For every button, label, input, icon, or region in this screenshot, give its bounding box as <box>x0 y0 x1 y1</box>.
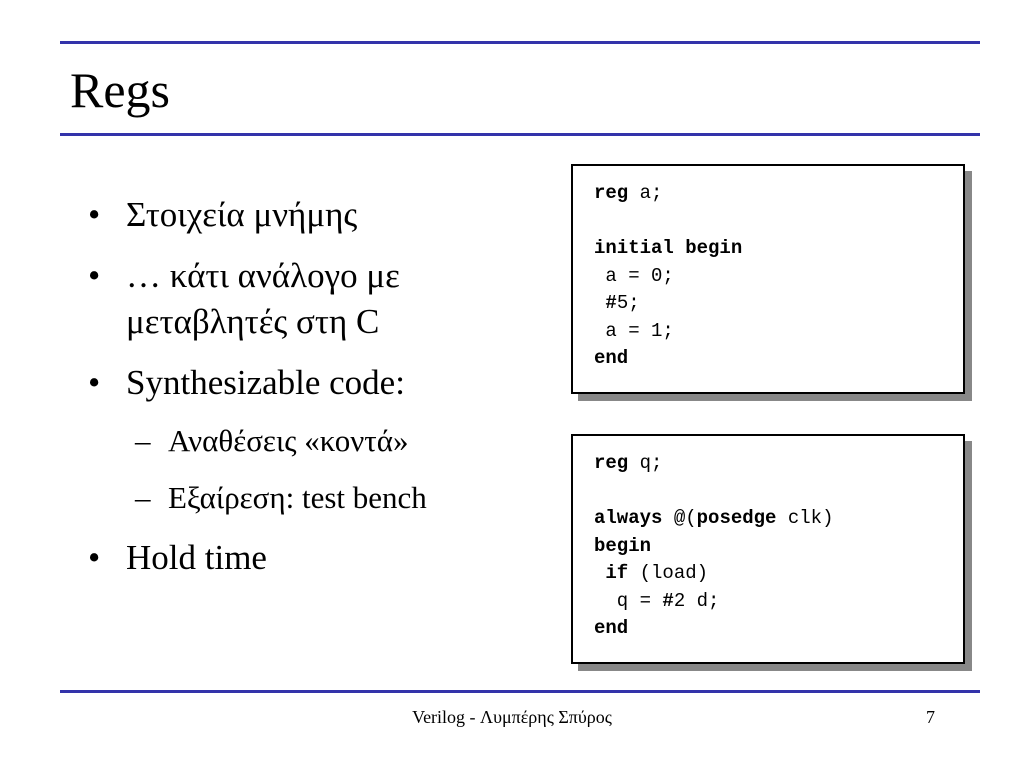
bullet-text-line: μεταβλητές στη C <box>126 302 380 341</box>
bullet-mark: • <box>88 256 101 295</box>
code-line <box>594 615 963 643</box>
bullet-item <box>88 535 538 581</box>
code-line <box>594 345 963 373</box>
bullet-item <box>88 360 538 406</box>
code-keyword: begin <box>594 534 652 557</box>
code-text: a = 1; <box>594 319 674 342</box>
code-keyword: posedge <box>696 507 777 529</box>
sub-bullet-text: Αναθέσεις «κοντά» <box>168 423 409 458</box>
code-keyword: end <box>594 347 629 369</box>
code-blank-line <box>594 208 963 236</box>
code-text: 5; <box>616 292 640 314</box>
code-text <box>594 562 605 584</box>
top-rule <box>60 41 980 44</box>
code-text: 2 d; <box>673 589 720 612</box>
bullet-list <box>88 192 538 596</box>
code-line <box>594 533 963 561</box>
code-line <box>594 263 963 291</box>
page-number: 7 <box>926 707 935 727</box>
code-line <box>594 318 963 346</box>
code-line <box>594 235 963 263</box>
code-line <box>594 290 963 318</box>
code-text: (load) <box>628 562 709 584</box>
code-text: a = 0; <box>594 264 674 287</box>
code-text: q = <box>594 589 663 612</box>
code-keyword: # <box>605 292 617 314</box>
sub-bullet-item <box>88 421 538 461</box>
code-text: @( <box>662 507 697 529</box>
code-text: a; <box>628 182 663 204</box>
code-keyword: end <box>594 617 629 639</box>
sub-bullet-item <box>88 478 538 518</box>
footer-rule <box>60 690 980 693</box>
code-keyword: initial begin <box>594 237 743 259</box>
bullet-item <box>88 253 538 345</box>
bullet-mark: • <box>88 363 101 402</box>
code-keyword: reg <box>594 452 629 474</box>
code-text: q; <box>628 452 663 474</box>
slide-footer: Verilog - Λυμπέρης Σπύρος <box>412 707 612 727</box>
bullet-item <box>88 192 538 238</box>
slide-title: Regs <box>70 62 170 118</box>
code-line <box>594 588 963 616</box>
bullet-text: Στοιχεία μνήμης <box>126 195 358 234</box>
title-underline-rule <box>60 133 980 136</box>
code-blank-line <box>594 478 963 506</box>
code-text <box>594 292 605 314</box>
dash-mark: – <box>135 423 151 458</box>
sub-bullet-text: Εξαίρεση: test bench <box>168 480 427 515</box>
bullet-text: Hold time <box>126 538 267 577</box>
code-box-always <box>571 434 965 664</box>
bullet-text-line: … κάτι ανάλογο με <box>126 256 400 295</box>
code-text: clk) <box>776 507 834 529</box>
code-line <box>594 450 963 478</box>
code-keyword: # <box>662 589 674 612</box>
code-keyword: always <box>594 507 663 529</box>
code-box-initial <box>571 164 965 394</box>
code-line <box>594 505 963 533</box>
code-line <box>594 180 963 208</box>
bullet-mark: • <box>88 538 101 577</box>
bullet-text: Synthesizable code: <box>126 363 405 402</box>
code-line <box>594 560 963 588</box>
dash-mark: – <box>135 480 151 515</box>
code-keyword: reg <box>594 182 629 204</box>
code-keyword: if <box>605 562 629 584</box>
bullet-mark: • <box>88 195 101 234</box>
